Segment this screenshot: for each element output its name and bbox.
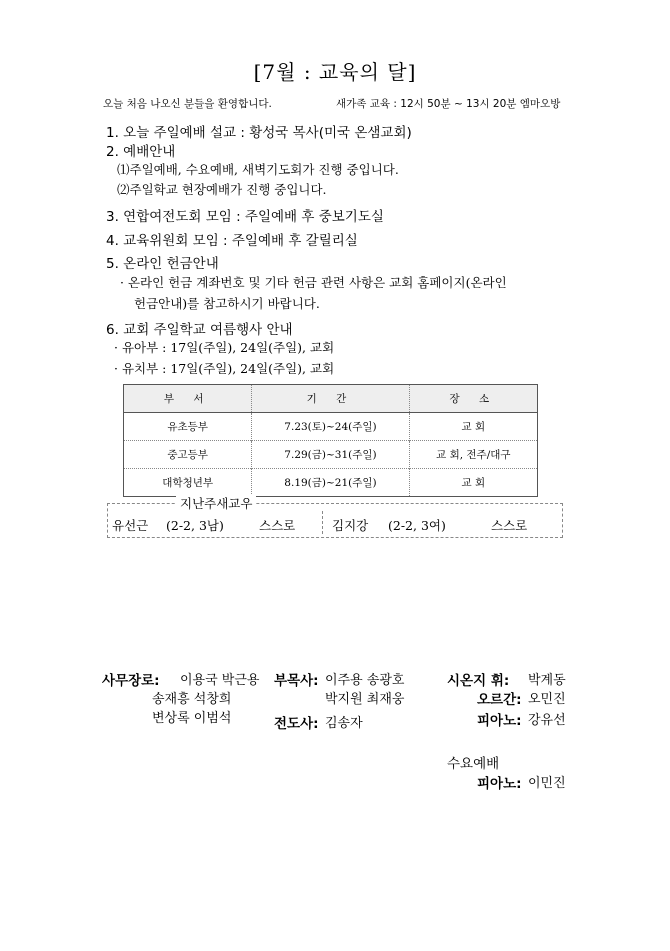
table-cell: 교 회 — [409, 413, 537, 441]
choir-conductor-label: 시온지 휘: — [447, 673, 510, 689]
table-cell: 중고등부 — [124, 441, 252, 469]
table-cell: 유초등부 — [124, 413, 252, 441]
member-info: (2-2, 3여) — [388, 518, 446, 533]
organist-name: 오민진 — [528, 692, 566, 707]
member-info: (2-2, 3남) — [166, 518, 224, 533]
associate-pastor-label: 부목사: — [274, 673, 319, 689]
section-1: 1. 오늘 주일예배 설교 : 황성국 목사(미국 온샘교회) — [106, 125, 412, 141]
section-6: 6. 교회 주일학교 여름행사 안내 — [106, 322, 293, 338]
column-header: 장 소 — [409, 385, 537, 413]
section-5: 5. 온라인 헌금안내 — [106, 256, 219, 272]
member-note: 스스로 — [259, 518, 296, 533]
column-header: 부 서 — [124, 385, 252, 413]
table-row — [124, 441, 538, 469]
table-header-row — [124, 385, 538, 413]
member-name: 유선근 — [112, 518, 149, 533]
new-members-legend: 지난주새교우 — [176, 494, 256, 512]
section-5-text-1: · 온라인 헌금 계좌번호 및 기타 헌금 관련 사항은 교회 홈페이지(온라인 — [120, 275, 507, 290]
section-6-item-2: · 유치부 : 17일(주일), 24일(주일), 교회 — [114, 361, 335, 376]
table-cell: 교 회 — [409, 469, 537, 497]
welcome-text: 오늘 처음 나오신 분들을 환영합니다. — [103, 98, 272, 110]
piano-label: 피아노: — [477, 713, 522, 729]
section-2-item-2: ⑵주일학교 현장예배가 진행 중입니다. — [117, 182, 327, 197]
column-header: 기 간 — [252, 385, 409, 413]
evangelist-label: 전도사: — [274, 716, 319, 732]
section-5-text-2: 헌금안내)를 참고하시기 바랍니다. — [134, 296, 320, 311]
section-2-item-1: ⑴주일예배, 수요예배, 새벽기도회가 진행 중입니다. — [117, 162, 399, 177]
summer-event-table — [123, 384, 538, 497]
associate-pastor-names: 박지원 최재웅 — [325, 692, 405, 707]
table-row — [124, 469, 538, 497]
table-cell: 7.29(금)~31(주일) — [252, 441, 409, 469]
office-elder-label: 사무장로: — [102, 673, 160, 689]
table-row — [124, 413, 538, 441]
organ-label: 오르간: — [477, 692, 522, 708]
pianist-name: 강유선 — [528, 713, 566, 728]
member-note: 스스로 — [491, 518, 528, 533]
table-cell: 8.19(금)~21(주일) — [252, 469, 409, 497]
table-cell: 교 회, 전주/대구 — [409, 441, 537, 469]
table-cell: 대학청년부 — [124, 469, 252, 497]
office-elder-names: 변상록 이범석 — [152, 711, 232, 726]
section-3: 3. 연합여전도회 모임 : 주일예배 후 중보기도실 — [106, 209, 384, 225]
member-name: 김지강 — [332, 518, 369, 533]
choir-conductor-name: 박계동 — [528, 673, 566, 688]
office-elder-names: 이용국 박근용 — [180, 673, 260, 688]
wednesday-pianist-name: 이민진 — [528, 776, 566, 791]
associate-pastor-names: 이주용 송광호 — [325, 673, 405, 688]
new-family-text: 새가족 교육 : 12시 50분 ~ 13시 20분 엠마오방 — [336, 98, 561, 110]
office-elder-names: 송재흥 석창희 — [152, 692, 232, 707]
section-4: 4. 교육위원회 모임 : 주일예배 후 갈릴리실 — [106, 233, 358, 249]
section-2: 2. 예배안내 — [106, 144, 176, 160]
table-cell: 7.23(토)~24(주일) — [252, 413, 409, 441]
divider — [322, 511, 323, 534]
page-title: [7월 : 교육의 달] — [253, 60, 417, 84]
section-6-item-1: · 유아부 : 17일(주일), 24일(주일), 교회 — [114, 340, 335, 355]
evangelist-name: 김송자 — [325, 716, 363, 731]
wednesday-service-label: 수요예배 — [447, 756, 500, 772]
wednesday-piano-label: 피아노: — [477, 776, 522, 792]
